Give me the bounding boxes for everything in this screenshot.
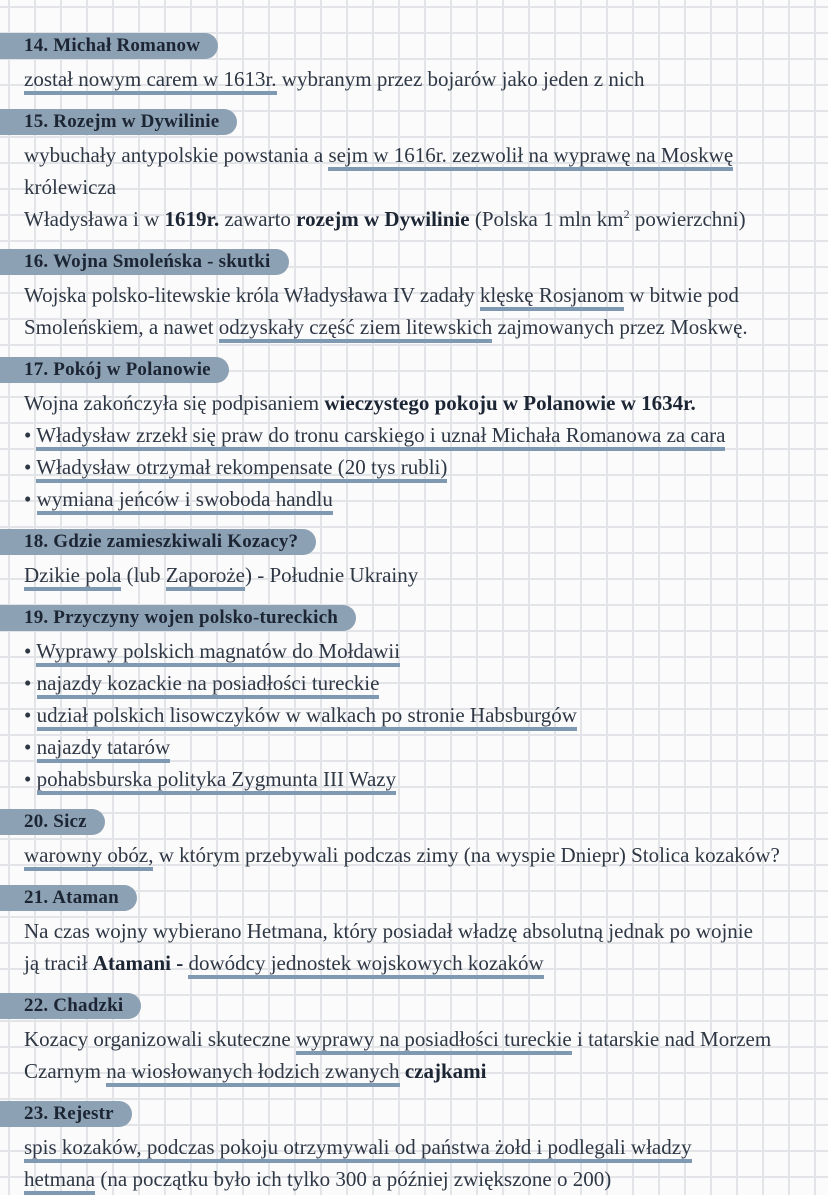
section-text-line	[0, 915, 828, 947]
text-segment: •	[24, 423, 37, 447]
section-heading-highlight	[0, 249, 289, 275]
section-heading-row	[0, 109, 828, 139]
text-segment: •	[24, 639, 37, 663]
note-section	[0, 993, 828, 1087]
section-heading-label: 15. Rozejm w Dywilinie	[24, 111, 220, 132]
note-section	[0, 249, 828, 343]
underlined-text: warowny obóz,	[24, 843, 153, 871]
section-heading-row	[0, 357, 828, 387]
section-heading-label: 16. Wojna Smoleńska - skutki	[24, 251, 271, 272]
section-text-line	[0, 451, 828, 483]
text-segment: Wojna zakończyła się podpisaniem	[24, 391, 325, 415]
text-segment: Władysława i w	[24, 207, 165, 231]
section-heading-row	[0, 33, 828, 63]
underlined-text: na wiosłowanych łodzich zwanych	[106, 1059, 399, 1087]
section-text-line	[0, 387, 828, 419]
text-segment: (lub	[121, 563, 166, 587]
bold-text: czajkami	[404, 1059, 487, 1083]
text-segment: Czarnym	[24, 1059, 107, 1083]
underlined-text: dowódcy jednostek wojskowych kozaków	[188, 951, 543, 979]
text-segment: (Polska 1 mln km	[469, 207, 624, 231]
underlined-text: Władysław otrzymał rekompensate (20 tys rubli)	[36, 455, 447, 483]
section-heading-label: 19. Przyczyny wojen polsko-tureckich	[24, 607, 338, 628]
underlined-text: udział polskich lisowczyków w walkach po stronie Habsburgów	[37, 703, 577, 731]
underlined-text: sejm w 1616r. zezwolił na wyprawę na Moskwę	[328, 143, 733, 171]
text-segment: Smoleńskiem, a nawet	[24, 315, 219, 339]
section-text-line	[0, 947, 828, 979]
section-text-line	[0, 635, 828, 667]
text-segment: wybuchały antypolskie powstania a	[24, 143, 329, 167]
text-segment: ją tracił	[24, 951, 93, 975]
note-section	[0, 809, 828, 871]
section-text-line	[0, 1023, 828, 1055]
section-heading-label: 20. Sicz	[24, 811, 87, 832]
text-segment: ) - Południe Ukrainy	[245, 563, 419, 587]
section-text-line	[0, 483, 828, 515]
underlined-text: najazdy kozackie na posiadłości tureckie	[37, 671, 380, 699]
section-heading-highlight	[0, 885, 137, 911]
bold-text: wieczystego pokoju w Polanowie w 1634r.	[324, 391, 696, 415]
section-heading-row	[0, 993, 828, 1023]
section-text-line	[0, 667, 828, 699]
section-heading-row	[0, 885, 828, 915]
section-text-line	[0, 1163, 828, 1195]
note-section	[0, 357, 828, 515]
section-text-line	[0, 279, 828, 311]
section-heading-label: 18. Gdzie zamieszkiwali Kozacy?	[24, 531, 299, 552]
section-heading-highlight	[0, 109, 237, 135]
underlined-text: został nowym carem w 1613r.	[24, 67, 277, 95]
note-section	[0, 529, 828, 591]
section-heading-label: 14. Michał Romanow	[24, 35, 201, 56]
text-segment: zawarto	[219, 207, 297, 231]
section-text-line	[0, 763, 828, 795]
underlined-text: najazdy tatarów	[37, 735, 171, 763]
note-section	[0, 885, 828, 979]
text-segment: •	[24, 455, 37, 479]
section-text-line	[0, 203, 828, 235]
underlined-text: spis kozaków, podczas pokoju otrzymywali od państwa żołd i podlegali władzy	[24, 1135, 692, 1163]
text-segment: Wojska polsko-litewskie króla Władysława IV zadały	[24, 283, 480, 307]
section-heading-row	[0, 605, 828, 635]
text-segment: powierzchni)	[629, 207, 746, 231]
bold-text: Atamani -	[92, 951, 189, 975]
section-text-line	[0, 1055, 828, 1087]
underlined-text: wymiana jeńców i swoboda handlu	[37, 487, 333, 515]
note-section	[0, 109, 828, 235]
text-segment: •	[24, 703, 37, 727]
section-heading-highlight	[0, 33, 218, 59]
underlined-text: wyprawy na posiadłości tureckie	[296, 1027, 572, 1055]
section-text-line	[0, 839, 828, 871]
text-segment: w bitwie pod	[624, 283, 739, 307]
text-segment: Na czas wojny wybierano Hetmana, który posiadał władzę absolutną jednak po wojnie	[24, 919, 753, 943]
underlined-text: odzyskały część ziem litewskich	[219, 315, 492, 343]
section-heading-row	[0, 809, 828, 839]
section-heading-label: 21. Ataman	[24, 887, 119, 908]
section-heading-label: 17. Pokój w Polanowie	[24, 359, 211, 380]
section-heading-highlight	[0, 529, 316, 555]
bold-text: 1619r.	[164, 207, 220, 231]
section-text-line	[0, 63, 828, 95]
underlined-text: Wyprawy polskich magnatów do Mołdawii	[36, 639, 400, 667]
section-heading-highlight	[0, 1101, 132, 1127]
note-section	[0, 1101, 828, 1195]
underlined-text: pohabsburska polityka Zygmunta III Wazy	[37, 767, 397, 795]
text-segment: •	[24, 487, 37, 511]
section-heading-label: 23. Rejestr	[24, 1103, 114, 1124]
text-segment: Kozacy organizowali skuteczne	[24, 1027, 296, 1051]
section-heading-highlight	[0, 993, 141, 1019]
section-text-line	[0, 559, 828, 591]
section-heading-highlight	[0, 605, 356, 631]
underlined-text: Władysław zrzekł się praw do tronu carskiego i uznał Michała Romanowa za cara	[36, 423, 725, 451]
text-segment: •	[24, 735, 37, 759]
section-heading-row	[0, 249, 828, 279]
section-text-line	[0, 419, 828, 451]
text-segment: •	[24, 671, 37, 695]
text-segment: zajmowanych przez Moskwę.	[492, 315, 748, 339]
section-heading-row	[0, 529, 828, 559]
underlined-text: Dzikie pola	[24, 563, 121, 591]
underlined-text: hetmana	[24, 1167, 95, 1195]
section-heading-highlight	[0, 809, 105, 835]
text-segment: królewicza	[24, 143, 739, 199]
note-section	[0, 605, 828, 795]
section-text-line	[0, 139, 828, 203]
text-segment: w którym przebywali podczas zimy (na wyspie Dniepr) Stolica kozaków?	[153, 843, 780, 867]
text-segment: i tatarskie nad Morzem	[571, 1027, 772, 1051]
section-text-line	[0, 311, 828, 343]
section-heading-row	[0, 1101, 828, 1131]
note-section	[0, 33, 828, 95]
text-segment: (na początku było ich tylko 300 a później zwiększone o 200)	[95, 1167, 612, 1191]
section-text-line	[0, 699, 828, 731]
section-text-line	[0, 731, 828, 763]
section-text-line	[0, 1131, 828, 1163]
underlined-text: Zaporoże	[166, 563, 245, 591]
section-heading-highlight	[0, 357, 229, 383]
text-segment: 2	[623, 207, 630, 221]
bold-text: rozejm w Dywilinie	[296, 207, 470, 231]
section-heading-label: 22. Chadzki	[24, 995, 124, 1016]
underlined-text: klęskę Rosjanom	[480, 283, 624, 311]
text-segment: wybranym przez bojarów jako jeden z nich	[276, 67, 645, 91]
text-segment: •	[24, 767, 37, 791]
